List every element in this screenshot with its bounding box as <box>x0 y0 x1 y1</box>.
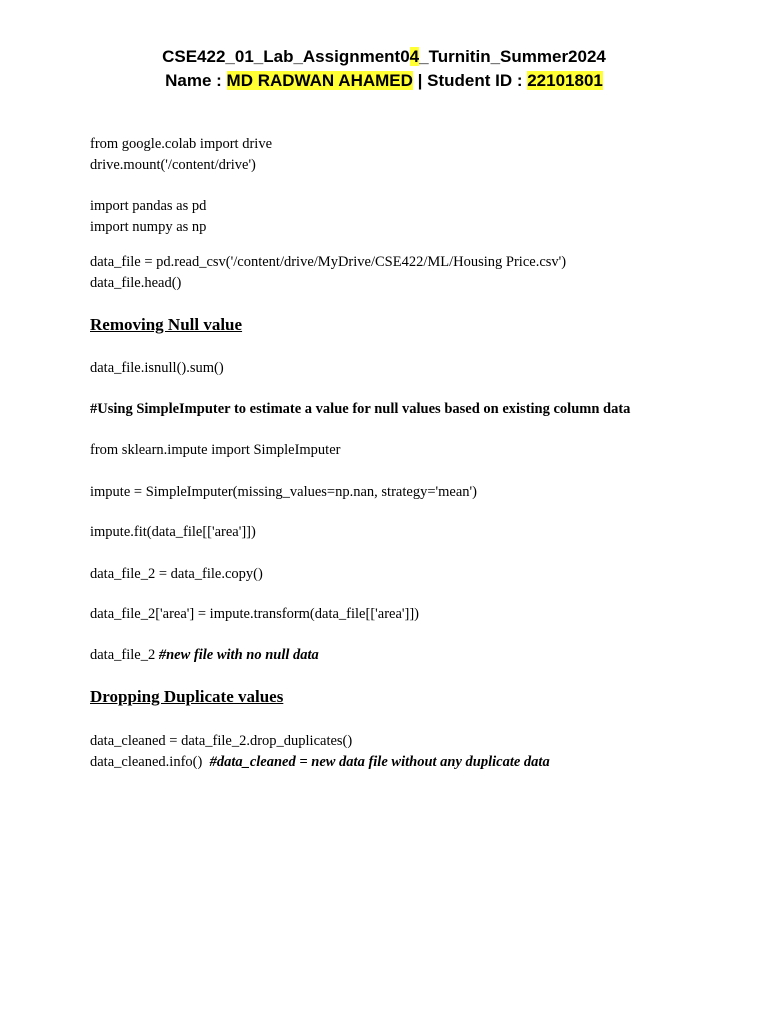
code-line: data_file.isnull().sum() <box>90 360 224 376</box>
code-line: import numpy as np <box>90 219 207 235</box>
code-line: data_file = pd.read_csv('/content/drive/MyDrive/CSE422/ML/Housing Price.csv') <box>90 254 567 270</box>
code-text: data_cleaned.info() <box>90 754 210 770</box>
title-highlight: 4 <box>409 47 420 66</box>
code-line: impute.fit(data_file[['area']]) <box>90 524 256 540</box>
code-line: data_file_2 = data_file.copy() <box>90 566 263 582</box>
code-line: from google.colab import drive <box>90 136 273 152</box>
code-line <box>90 752 550 772</box>
student-info <box>0 69 768 93</box>
inline-comment: #data_cleaned = new data file without any duplicate data <box>209 754 550 770</box>
name-label: Name : <box>165 71 227 90</box>
section-heading-null: Removing Null value <box>90 315 243 334</box>
section-heading-duplicates: Dropping Duplicate values <box>90 687 284 706</box>
document-title <box>0 45 768 69</box>
inline-comment: #new file with no null data <box>158 647 319 663</box>
student-id: 22101801 <box>527 71 603 90</box>
code-line: data_file.head() <box>90 275 182 291</box>
code-line: data_cleaned = data_file_2.drop_duplicates() <box>90 733 353 749</box>
comment-line: #Using SimpleImputer to estimate a value for null values based on existing column data <box>90 401 631 417</box>
code-line: data_file_2['area'] = impute.transform(data_file[['area']]) <box>90 606 419 622</box>
code-line: from sklearn.impute import SimpleImputer <box>90 442 341 458</box>
student-name: MD RADWAN AHAMED <box>226 71 413 90</box>
title-part-1: CSE422_01_Lab_Assignment0 <box>162 47 410 66</box>
code-line: drive.mount('/content/drive') <box>90 157 256 173</box>
code-text: data_file_2 <box>90 647 159 663</box>
id-label: | Student ID : <box>412 71 528 90</box>
code-line <box>90 645 319 665</box>
code-line: impute = SimpleImputer(missing_values=np.nan, strategy='mean') <box>90 484 477 500</box>
title-part-2: _Turnitin_Summer2024 <box>419 47 606 66</box>
code-line: import pandas as pd <box>90 198 207 214</box>
